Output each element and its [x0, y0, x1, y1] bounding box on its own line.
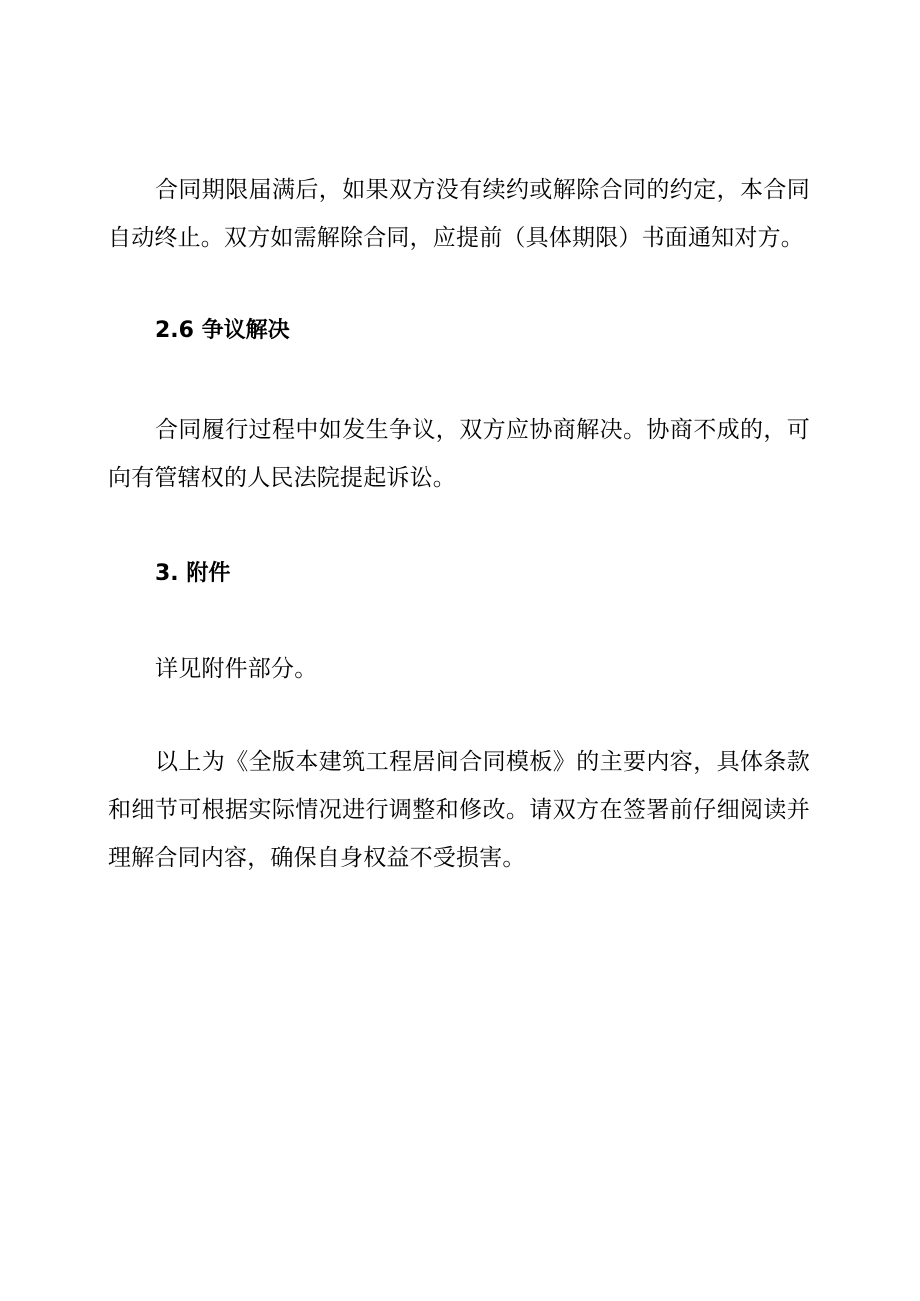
attachment-paragraph: 详见附件部分。 [155, 656, 318, 682]
section-2-6-heading: 2.6 争议解决 [155, 318, 290, 343]
dispute-paragraph: 合同履行过程中如发生争议，双方应协商解决。协商不成的，可向有管辖权的人民法院提起诉讼。 [108, 417, 810, 491]
section-3-heading: 3. 附件 [155, 561, 231, 586]
conclusion-paragraph: 以上为《全版本建筑工程居间合同模板》的主要内容，具体条款和细节可根据实际情况进行调整和修改。请双方在签署前仔细阅读并理解合同内容，确保自身权益不受损害。 [108, 749, 810, 871]
termination-paragraph: 合同期限届满后，如果双方没有续约或解除合同的约定，本合同自动终止。双方如需解除合同，应提前（具体期限）书面通知对方。 [108, 177, 810, 251]
